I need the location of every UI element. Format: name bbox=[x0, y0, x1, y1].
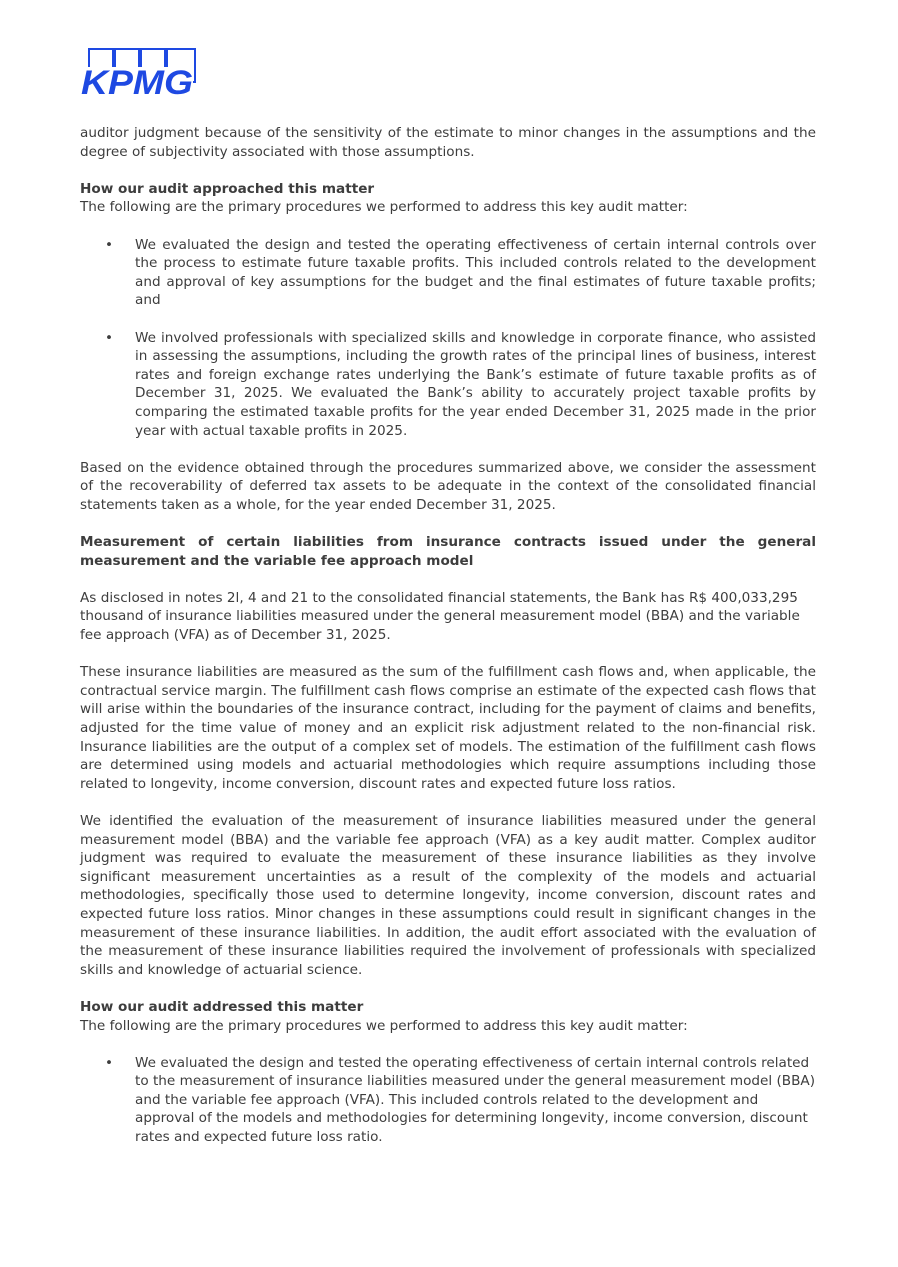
heading-approach: How our audit approached this matter bbox=[80, 180, 375, 197]
measurement-description: These insurance liabilities are measured as the sum of the fulfillment cash flows and, when applicable, the contractual service margin. The fulfillment cash flows comprise an estimate of the expected cash flows that will arise within the boundaries of the insurance contract, including for the payment of claims and benefits, adjusted for the time value of money and an explicit risk adjustment related to the non-financial risk. Insurance liabilities are the output of a complex set of models. The estimation of the fulfillment cash flows are determined using models and actuarial methodologies which require assumptions including those related to longevity, income conversion, discount rates and expected future loss ratios. bbox=[80, 664, 816, 792]
procedures-intro-2: The following are the primary procedures we performed to address this key audit matter: bbox=[80, 1017, 688, 1034]
list-item bbox=[80, 236, 816, 310]
conclusion-paragraph: Based on the evidence obtained through the procedures summarized above, we consider the assessment of the recoverability of deferred tax assets to be adequate in the context of the consolidated financial statements taken as a whole, for the year ended December 31, 2025. bbox=[80, 459, 816, 513]
bullet-text: We evaluated the design and tested the operating effectiveness of certain internal controls related to the measurement of insurance liabilities measured under the general measurement model (BBA) and the variable fee approach (VFA). This included controls related to the development and approval of the models and methodologies for determining longevity, income conversion, discount rates and expected future loss ratio. bbox=[135, 1054, 816, 1146]
intro-continuation: auditor judgment because of the sensitivity of the estimate to minor changes in the assumptions and the degree of subjectivity associated with those assumptions. bbox=[80, 125, 816, 160]
bullet-text: We involved professionals with specialized skills and knowledge in corporate finance, who assisted in assessing the assumptions, including the growth rates of the principal lines of business, interest rates and foreign exchange rates underlying the Bank’s estimate of future taxable profits as of December 31, 2025. We evaluated the Bank’s ability to accurately project taxable profits by comparing the estimated taxable profits for the year ended December 31, 2025 made in the prior year with actual taxable profits in 2025. bbox=[135, 329, 816, 439]
bullet-icon: • bbox=[105, 236, 114, 253]
procedures-list-1 bbox=[80, 236, 816, 441]
report-body bbox=[80, 124, 816, 1147]
procedures-intro-1: The following are the primary procedures we performed to address this key audit matter: bbox=[80, 199, 688, 216]
bullet-icon: • bbox=[105, 1054, 114, 1071]
procedures-list-2 bbox=[80, 1054, 816, 1147]
bullet-icon: • bbox=[105, 329, 114, 346]
list-item bbox=[80, 1054, 816, 1147]
list-item bbox=[80, 329, 816, 441]
identification-paragraph: We identified the evaluation of the measurement of insurance liabilities measured under the general measurement model (BBA) and the variable fee approach (VFA) as a key audit matter. Complex auditor judgment was required to evaluate the measurement of these insurance liabilities as they involve significant measurement uncertainties as a result of the complexity of the models and actuarial methodologies, specifically those used to determine longevity, income conversion, discount rates and expected future loss ratios. Minor changes in these assumptions could result in significant changes in the measurement of these insurance liabilities. In addition, the audit effort associated with the evaluation of the measurement of these insurance liabilities required the involvement of professionals with specialized skills and knowledge of actuarial science. bbox=[80, 812, 816, 978]
heading-addressed: How our audit addressed this matter bbox=[80, 998, 364, 1015]
kpmg-logo bbox=[80, 47, 200, 97]
kpmg-logo-text: KPMG bbox=[81, 64, 193, 97]
bullet-text: We evaluated the design and tested the operating effectiveness of certain internal controls over the process to estimate future taxable profits. This included controls related to the development and approval of key assumptions for the budget and the final estimates of future taxable profits; and bbox=[135, 236, 816, 309]
disclosure-paragraph: As disclosed in notes 2l, 4 and 21 to the consolidated financial statements, the Bank has R$ 400,033,295 thousand of insurance liabilities measured under the general measurement model (BBA) and the variable fee approach (VFA) as of December 31, 2025. bbox=[80, 589, 800, 644]
heading-measurement: Measurement of certain liabilities from insurance contracts issued under the general measurement and the variable fee approach model bbox=[80, 534, 816, 569]
